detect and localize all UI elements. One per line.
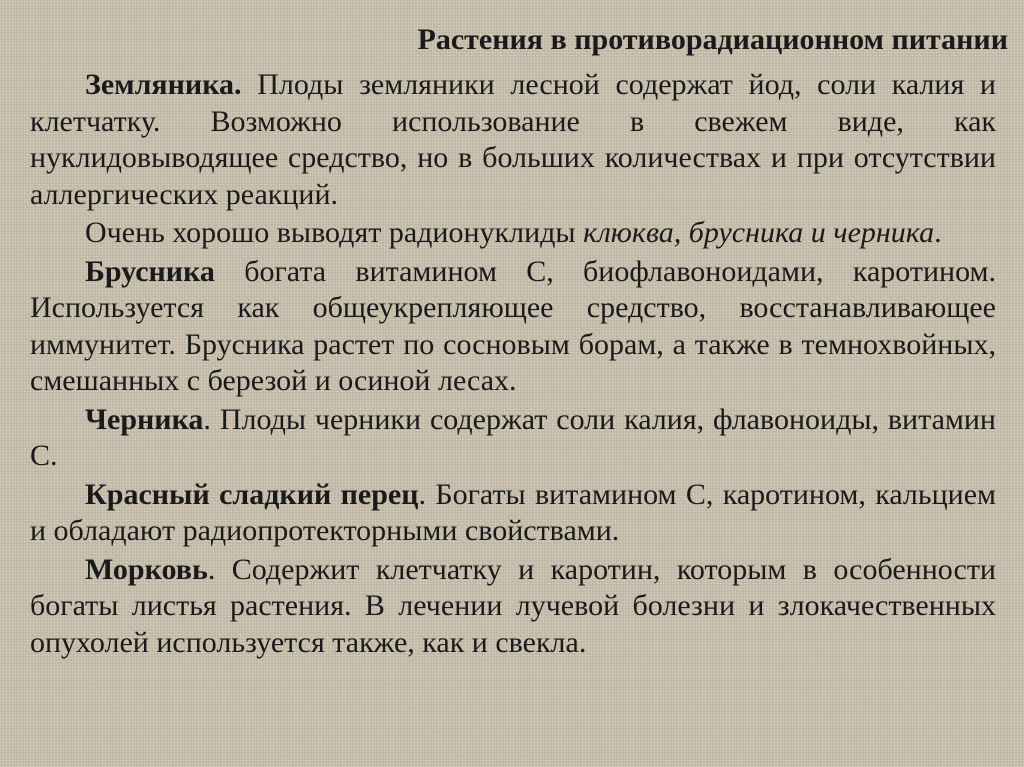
term-blueberry: Черника	[85, 402, 204, 436]
slide-body	[30, 67, 996, 663]
text-carrot: . Содержит клетчатку и каротин, которым в особенности богаты листья растения. В лечении лучевой болезни и злокачественных опухолей используется также, как и свекла.	[30, 552, 996, 659]
term-strawberry: Земляника.	[85, 68, 242, 101]
term-red-pepper: Красный сладкий перец	[85, 477, 419, 511]
term-carrot: Морковь	[85, 552, 208, 586]
paragraph-carrot	[30, 552, 996, 662]
paragraph-lingonberry	[30, 254, 996, 400]
paragraph-strawberry	[30, 67, 996, 213]
text-red-pepper: . Богаты витамином С, каротином, кальцием и обладают радиопротекторными свойствами.	[30, 477, 996, 547]
text-radionuclides-tail: .	[934, 216, 942, 249]
paragraph-radionuclides	[30, 215, 996, 252]
paragraph-blueberry	[30, 402, 996, 475]
text-radionuclides-lead: Очень хорошо выводят радионуклиды	[85, 216, 584, 249]
text-strawberry: Плоды земляники лесной содержат йод, соли калия и клетчатку. Возможно использование в свежем виде, как нуклидовыводящее средство, но в больших количествах и при отсутствии аллергических реакций.	[30, 68, 996, 211]
term-lingonberry: Брусника	[85, 254, 215, 288]
text-radionuclides-berries: клюква, брусника и черника	[583, 216, 935, 249]
text-blueberry: . Плоды черники содержат соли калия, флавоноиды, витамин С.	[30, 402, 996, 472]
text-lingonberry: богата витамином С, биофлавоноидами, каротином. Используется как общеукрепляющее средство, восстанавливающее иммунитет. Брусника растет по сосновым борам, а также в темнохвойных, смешанных с березой и осиной лесах.	[30, 254, 996, 397]
paragraph-red-pepper	[30, 477, 996, 550]
slide-title: Растения в противорадиационном питании	[417, 23, 1008, 56]
